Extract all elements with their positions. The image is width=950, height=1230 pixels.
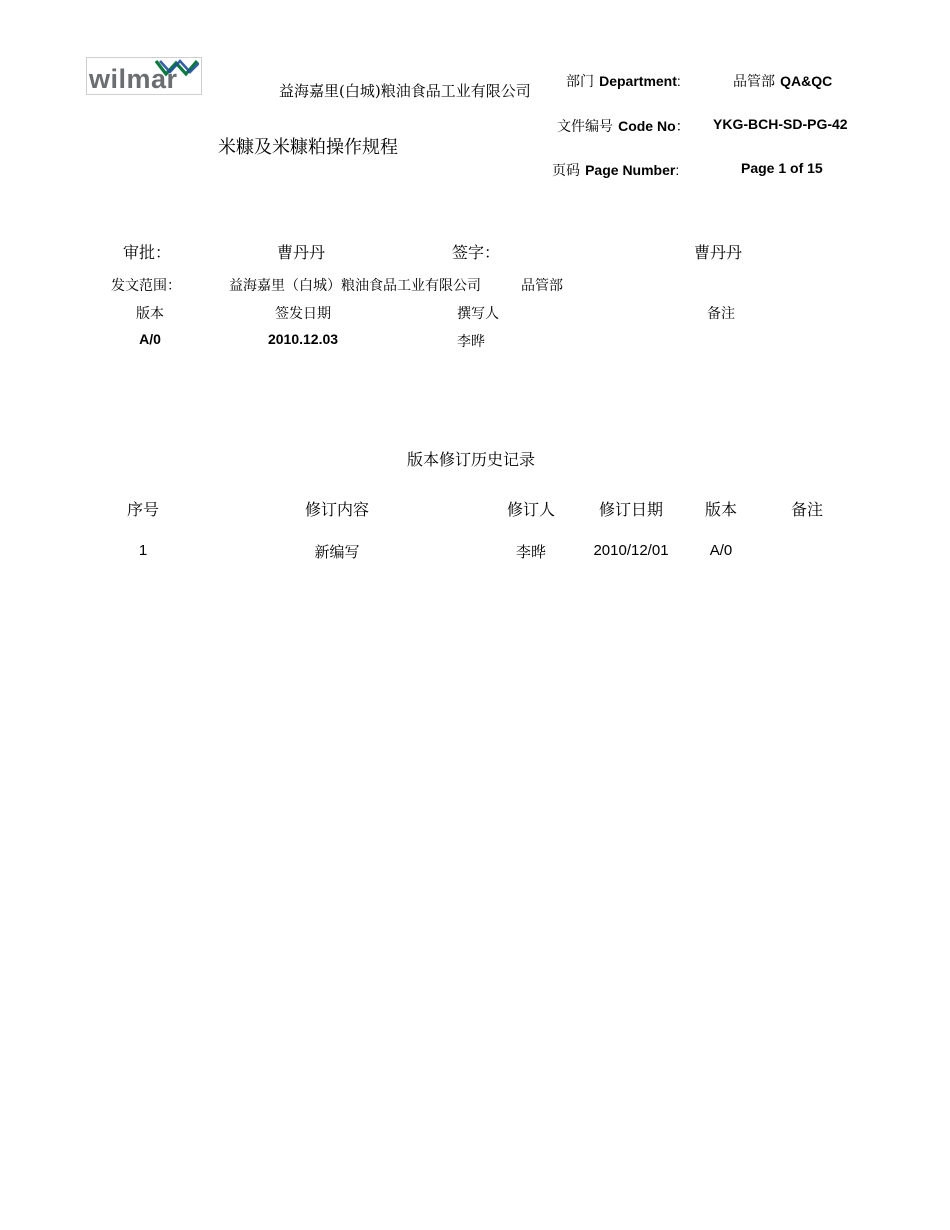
- code-value: YKG-BCH-SD-PG-42: [713, 116, 848, 132]
- rev-content-cell: 新编写: [314, 543, 360, 561]
- rev-reviser-header: 修订人: [506, 500, 556, 519]
- code-label: 文件编号 Code No：: [557, 118, 690, 135]
- rev-no-header: 序号: [126, 500, 160, 519]
- remark-header: 备注: [707, 306, 735, 322]
- rev-version-header: 版本: [704, 500, 738, 519]
- scope-department: 品管部: [521, 278, 563, 294]
- author-header: 撰写人: [457, 306, 499, 322]
- issue-date-header: 签发日期: [275, 306, 331, 322]
- version-header: 版本: [136, 306, 164, 322]
- wilmar-mark-icon: [155, 59, 199, 79]
- scope-value: 益海嘉里（白城）粮油食品工业有限公司: [229, 278, 481, 294]
- company-logo: [86, 57, 202, 95]
- rev-no-cell: 1: [138, 542, 148, 559]
- rev-date-cell: 2010/12/01: [593, 542, 669, 559]
- document-title: 米糠及米糠粕操作规程: [218, 137, 398, 158]
- page-number-label: 页码 Page Number:: [552, 162, 680, 179]
- sign-label: 签字：: [452, 243, 501, 262]
- issue-date-value: 2010.12.03: [267, 331, 339, 347]
- department-label: 部门 Department:: [566, 73, 681, 90]
- logo-wordmark: wilmar: [89, 64, 178, 94]
- approve-label: 审批：: [123, 243, 172, 262]
- approver-name: 曹丹丹: [277, 243, 326, 262]
- rev-version-cell: A/0: [709, 542, 733, 559]
- revision-history-title: 版本修订历史记录: [406, 450, 536, 469]
- department-value: 品管部 QA&QC: [733, 73, 833, 90]
- rev-remark-header: 备注: [790, 500, 824, 519]
- author-value: 李晔: [457, 334, 485, 350]
- page-number-value: Page 1 of 15: [741, 160, 823, 176]
- signer-name: 曹丹丹: [694, 243, 743, 262]
- version-value: A/0: [139, 331, 161, 347]
- rev-reviser-cell: 李晔: [515, 543, 547, 561]
- company-name: 益海嘉里(白城)粮油食品工业有限公司: [279, 82, 531, 100]
- scope-label: 发文范围：: [111, 278, 181, 294]
- rev-date-header: 修订日期: [598, 500, 664, 519]
- rev-content-header: 修订内容: [304, 500, 370, 519]
